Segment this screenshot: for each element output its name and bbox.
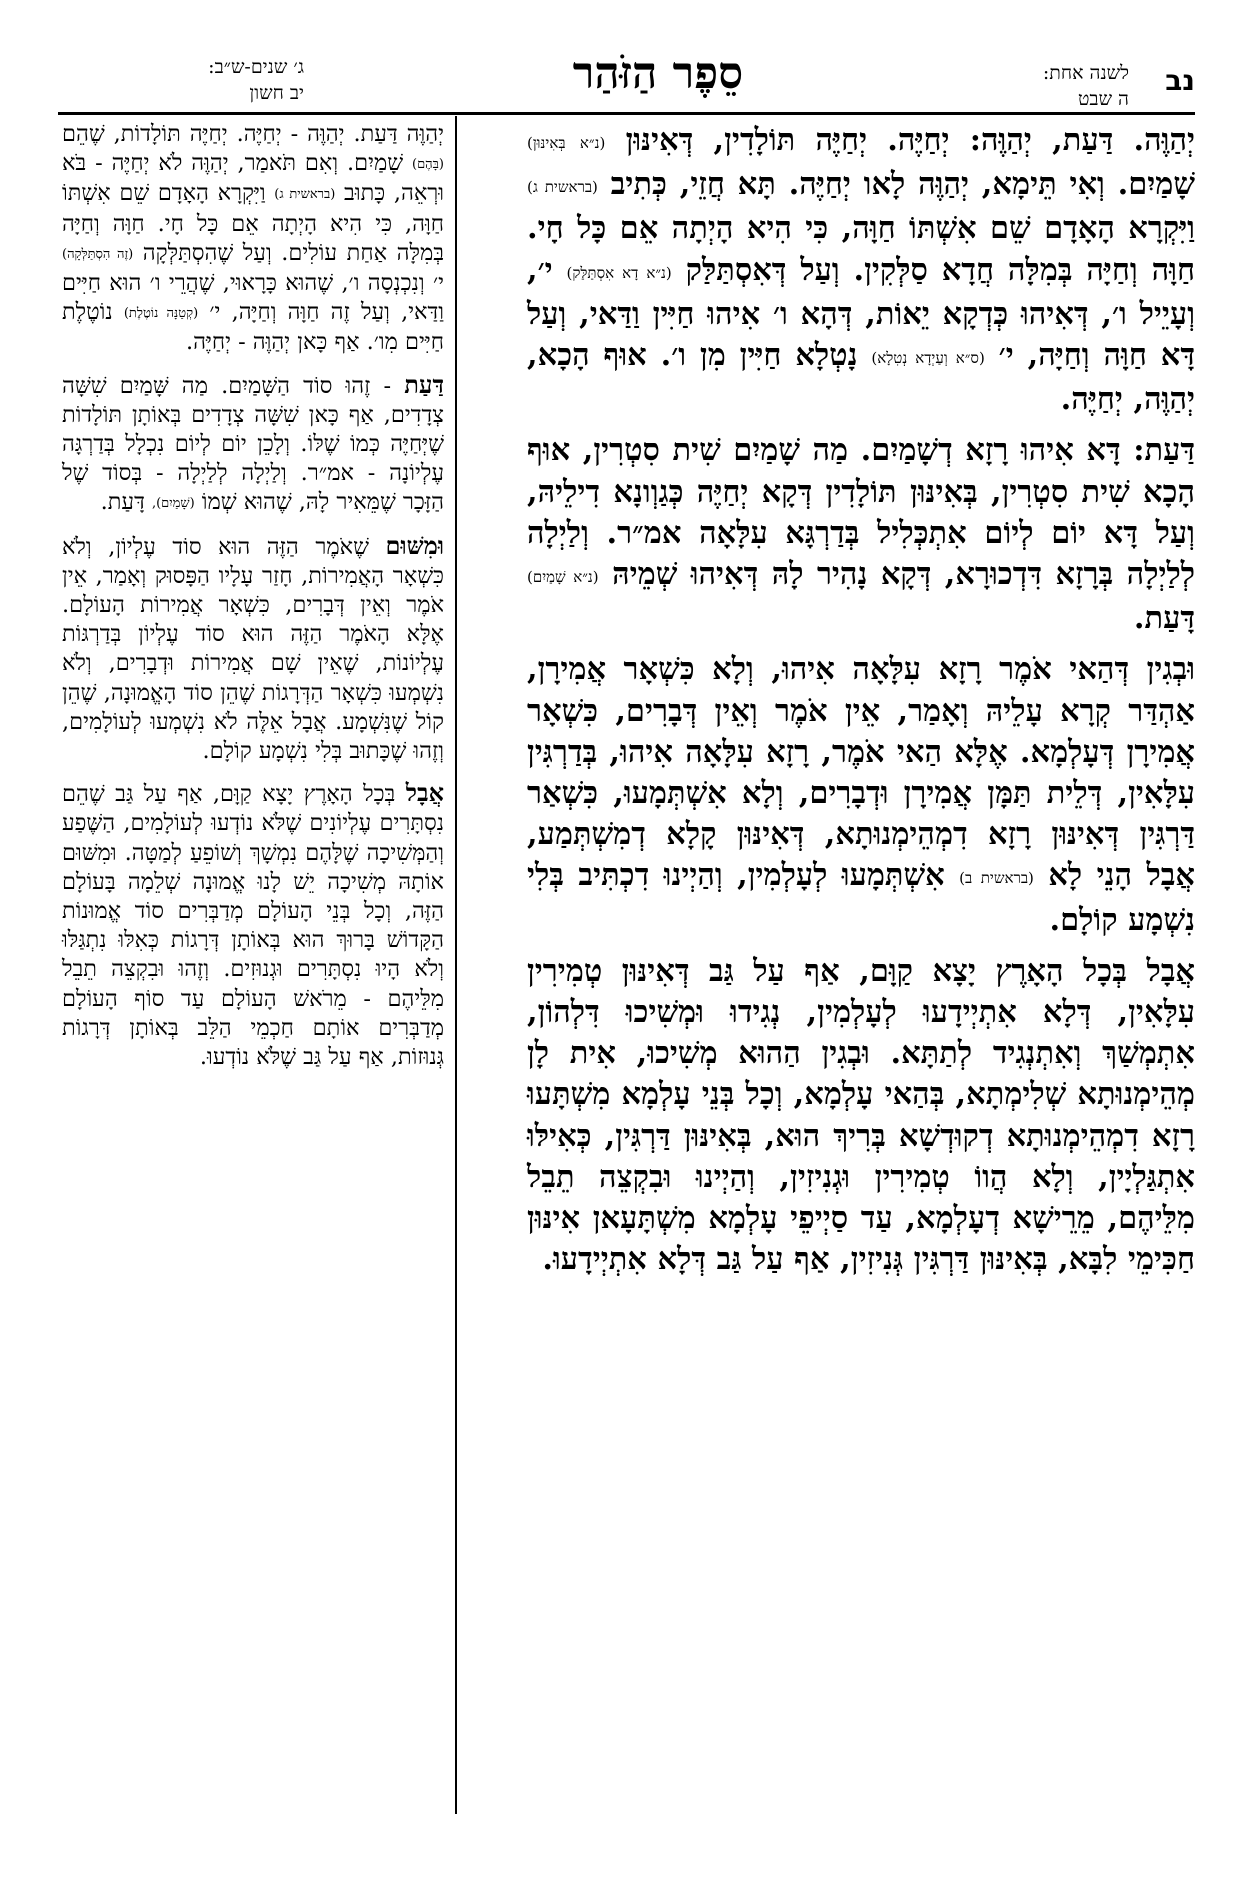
- study-schedule-year: [1043, 60, 1129, 112]
- source-reference: (בראשית ג): [274, 187, 336, 203]
- text-segment: י׳ וְנִכְנְסָה ו׳, שֶׁהוּא כָּרָאוּי, שֶׁהֲרֵי ו׳ הוּא חַיִּים וַדַּאי, וְעַל זֶה חַוָּה וְחַיָּה, י׳: [62, 270, 444, 326]
- aramaic-text-column: [527, 120, 1195, 1824]
- aramaic-paragraph: [527, 120, 1195, 420]
- source-reference: (ס״א וְעַיְדָא נְטִלָא): [871, 349, 985, 368]
- text-segment: נָטְלָא חַיִּין מִן ו׳. אוּף הָכָא, יְהַוֶּה, יְחַיֶּה.: [527, 337, 1195, 418]
- aramaic-paragraph: [527, 430, 1195, 639]
- source-reference: (בראשית ג): [527, 178, 598, 197]
- schedule-label-2: ג׳ שנים-ש״ב:: [208, 56, 304, 78]
- source-reference: (נ״א בְּאִינּוּן): [527, 134, 606, 152]
- hebrew-paragraph: [62, 370, 444, 519]
- text-segment: שָׁמַיִם. וְאִי תֵּימָא, יְהַוֶּה לָאו יְחַיֶּה. תָּא חֲזֵי, כְּתִיב: [597, 166, 1195, 203]
- paragraph-lead-word: אֲבָל: [405, 778, 444, 808]
- text-segment: - זֶהוּ סוֹד הַשָּׁמַיִם. מַה שָּׁמַיִם שִׁשָּׁה צְדָדִים, אַף כָּאן שִׁשָּׁה צְדָדִים בְּאוֹתָן תּוֹלָדוֹת שֶׁיְּחַיֶּה כְּמוֹ שֶׁלּוֹ. וְלָכֵן יוֹם לְיוֹם נִכְלָל בְּדַרְגָּה עֶלְיוֹנָה - אמ״ר. וְלַיְלָה לְלַיְלָה - בְּסוֹד שֶׁל הַזָּכָר שֶׁמֵּאִיר לָהּ, שֶׁהוּא שְׁמוֹ: [62, 372, 444, 516]
- study-schedule-three-years: [64, 54, 304, 106]
- text-segment: דָּעַת.: [100, 489, 152, 516]
- source-reference: (נ״א שָׁמַיִם): [527, 568, 599, 587]
- page-header: [58, 44, 1195, 116]
- text-segment: נוֹטֶלֶת חַיִּים מִו׳. אַף כָּאן יְהַוֶּה - יְחַיֶּה.: [62, 299, 444, 356]
- aramaic-paragraph: [527, 649, 1195, 940]
- hebrew-translation-column: [62, 120, 444, 1824]
- text-segment: דְּהַאי אֹמֶר רָזָא עִלָּאָה אִיהוּ, וְלָא כִּשְׁאָר אֲמִירָן, אַהְדַּר קְרָא עָלֵיהּ וְאָמַר, אֵין אֹמֶר וְאֵין דְּבָרִים, כִּשְׁאָר אֲמִירָן דְּעָלְמָא. אֶלָּא הַאי אֹמֶר, רָזָא עִלָּאָה אִיהוּ, בְּדַרְגִּין עִלָּאִין, דְּלֵית תַּמָּן אֲמִירָן וּדְבָרִים, וְלָא אִשְׁתְּמָעוּ, כִּשְׁאַר דַּרְגִּין דְּאִינּוּן רָזָא דִמְהֵימְנוּתָא, דְּאִינּוּן קָלָא דְמִשְׁתְּמַע, אֲבָל הָנֵי לָא: [527, 651, 1195, 894]
- hebrew-paragraph: [62, 778, 444, 1072]
- hebrew-paragraph: [62, 120, 444, 358]
- header-rule: [58, 112, 1195, 115]
- source-reference: (זֶה הִסְתַּלְּקָה): [62, 246, 134, 262]
- source-reference: (שָׁמַיִם),: [151, 496, 195, 512]
- header-right-block: [865, 50, 1195, 114]
- text-segment: י׳, וְעָיֵיל ו׳, דְּאִיהוּ כְּדְקָא יֵאוֹת, דְּהָא ו׳ אִיהוּ חַיִּין וַדַּאי, וְעַל דָּא חַוָּה וְחַיָּה, י׳: [527, 251, 1195, 374]
- page-number: נב: [1165, 64, 1195, 97]
- text-segment: יְהַוֶּה דַּעַת. יְהַוֶּה - יְחַיֶּה. יְחַיֶּה תּוֹלָדוֹת, שֶׁהֵם: [62, 121, 444, 147]
- schedule-date: ה שבט: [1077, 88, 1129, 110]
- paragraph-lead-word: אֲבָל: [1146, 952, 1195, 989]
- aramaic-paragraph: [527, 951, 1195, 1281]
- text-segment: דָּא אִיהוּ רָזָא דְשָׁמַיִם. מַה שָׁמַיִם שִׁית סִטְרִין, אוּף הָכָא שִׁית סִטְרִין, בְּאִינּוּן תּוֹלָדִין דְּקָא יְחַיֶּה כְּגַוְונָא דִילֵיהּ, וְעַל דָּא יוֹם לְיוֹם אִתְכְּלִיל בְּדַרְגָּא עִלָּאָה אמ״ר. וְלַיְלָה לְלַיְלָה בְּרָזָא דִּדְכוּרָא, דְּקָא נָהִיר לָהּ דְּאִיהוּ שְׁמֵיהּ: [527, 432, 1195, 593]
- column-divider: [455, 116, 457, 1814]
- book-title: סֵפֶר הַזֹּהַר: [572, 48, 744, 99]
- source-reference: (בראשית ב): [959, 869, 1034, 888]
- paragraph-lead-word: וּמִשּׁוּם: [385, 530, 444, 560]
- text-segment: וַיִּקְרָא הָאָדָם שֵׁם אִשְׁתּוֹ חַוָּה, כִּי הִיא הָיְתָה אֵם כָּל חָי. חַוָּה וְחַיָּה בְּמִלָּה חֲדָא סַלְּקִין. וְעַל דְּאִסְתַּלַּק: [527, 210, 1196, 288]
- text-segment: וַיִּקְרָא הָאָדָם שֵׁם אִשְׁתּוֹ חַוָּה, כִּי הִיא הָיְתָה אֵם כָּל חָי. חַוָּה וְחַיָּה בְּמִלָּה אַחַת עוֹלִים. וְעַל שֶׁהִסְתַּלְּקָה: [62, 180, 445, 266]
- text-segment: בְּכָל הָאָרֶץ יָצָא קַוָּם, אַף עַל גַּב שֶׁהֵם נִסְתָּרִים עֶלְיוֹנִים שֶׁלֹּא נוֹדְעוּ לְעוֹלָמִים, הַשֶּׁפַע וְהַמְּשִׁיכָה שֶׁלָּהֶם נִמְשָׁךְ וְשׁוֹפֵעַ לְמַטָּה. וּמִשּׁוּם אוֹתָהּ מְשִׁיכָה יֵשׁ לָנוּ אֱמוּנָה שְׁלֵמָה בָּעוֹלָם הַזֶּה, וְכָל בְּנֵי הָעוֹלָם מְדַבְּרִים סוֹד אֱמוּנוֹת הַקָּדוֹשׁ בָּרוּךְ הוּא בְּאוֹתָן דְּרָגוֹת כְּאִלּוּ נִתְגַּלּוּ וְלֹא הָיוּ נִסְתָּרִים וּגְנוּזִים. וְזֶהוּ וּבִקְצֵה תֵבֵל מִלֵּיהֶם - מֵרֹאשׁ הָעוֹלָם עַד סוֹף הָעוֹלָם מְדַבְּרִים אוֹתָם חַכְמֵי הַלֵּב בְּאוֹתָן דְּרָגוֹת גְּנוּזוֹת, אַף עַל גַּב שֶׁלֹּא נוֹדְעוּ.: [62, 781, 444, 1071]
- paragraph-lead-word: דַּעַת: [404, 369, 444, 399]
- source-reference: (נ״א דָא אִסְתַּלַּק): [566, 263, 672, 282]
- source-reference: (קְטַנָּה נוֹטֶלֶת): [123, 306, 199, 322]
- hebrew-paragraph: [62, 531, 444, 767]
- schedule-label: לשנה אחת:: [1042, 62, 1129, 84]
- text-segment: יְהַוֶּה. דַּעַת, יְהַוֶּה: יְחַיֶּה. יְחַיֶּה תּוֹלָדִין, דְּאִינּוּן: [605, 122, 1195, 158]
- paragraph-lead-word: דַּעַת:: [1133, 432, 1195, 469]
- text-segment: שֶׁאֹמֶר הַזֶּה הוּא סוֹד עֶלְיוֹן, וְלֹא כִּשְׁאָר הָאֲמִירוֹת, חָזַר עָלָיו הַפָּסוּק וְאָמַר, אֵין אֹמֶר וְאֵין דְּבָרִים, כִּשְׁאָר אֲמִירוֹת הָעוֹלָם. אֶלָּא הָאֹמֶר הַזֶּה הוּא סוֹד עֶלְיוֹן בְּדַרְגּוֹת עֶלְיוֹנוֹת, שֶׁאֵין שָׁם אֲמִירוֹת וּדְבָרִים, וְלֹא נִשְׁמְעוּ כִּשְׁאָר הַדְּרָגוֹת שֶׁהֵן סוֹד הָאֱמוּנָה, שֶׁהֵן קוֹל שֶׁנִּשְׁמָע. אֲבָל אֵלֶּה לֹא נִשְׁמְעוּ לְעוֹלָמִים, וְזֶהוּ שֶׁכָּתוּב בְּלִי נִשְׁמָע קוֹלָם.: [62, 533, 444, 765]
- paragraph-lead-word: וּבְגִין: [1146, 651, 1195, 688]
- text-segment: בְּכָל הָאָרֶץ יָצָא קַוָּם, אַף עַל גַּב דְּאִינּוּן טְמִירִין עִלָּאִין, דְּלָא אִתְיְידָעוּ לְעָלְמִין, נְגִידוּ וּמְשִׁיכוּ דִּלְהוֹן, אִתְמְשַׁךְ וְאִתְנְגִיד לְתַתָּא. וּבְגִין הַהוּא מְשִׁיכוּ, אִית לָן מְהֵימְנוּתָא שְׁלִימְתָא, בְּהַאי עָלְמָא, וְכָל בְּנֵי עָלְמָא מִשְׁתָּעוּ רָזָא דִמְהֵימְנוּתָא דְקוּדְשָׁא בְּרִיךְ הוּא, בְּאִינּוּן דַּרְגִּין, כְּאִילּוּ אִתְגַּלְיָין, וְלָא הֲווֹ טְמִירִין וּגְנִיזִין, וְהַיְינוּ וּבִקְצֵה תֵבֵל מִלֵּיהֶם, מֵרֵישָׁא דְעָלְמָא, עַד סַיְיפֵי עָלְמָא מִשְׁתָּעָאן אִינּוּן חַכִּימֵי לִבָּא, בְּאִינּוּן דַּרְגִּין גְּנִיזִין, אַף עַל גַּב דְּלָא אִתְיְידָעוּ.: [527, 952, 1195, 1278]
- schedule-date-2: יב חשון: [249, 82, 304, 104]
- text-segment: אִשְׁתְּמָעוּ לְעָלְמִין, וְהַיְינוּ דִכְתִּיב בְּלִי נִשְׁמָע קוֹלָם.: [527, 857, 1195, 938]
- text-segment: שָׁמַיִם. וְאִם תֹּאמַר, יְהַוֶּה לֹא יְחַיֶּה - בֹּא וּרְאֵה, כָּתוּב: [62, 150, 445, 207]
- text-segment: דָּעַת.: [1133, 600, 1195, 637]
- source-reference: (בָּהֶם): [412, 157, 444, 173]
